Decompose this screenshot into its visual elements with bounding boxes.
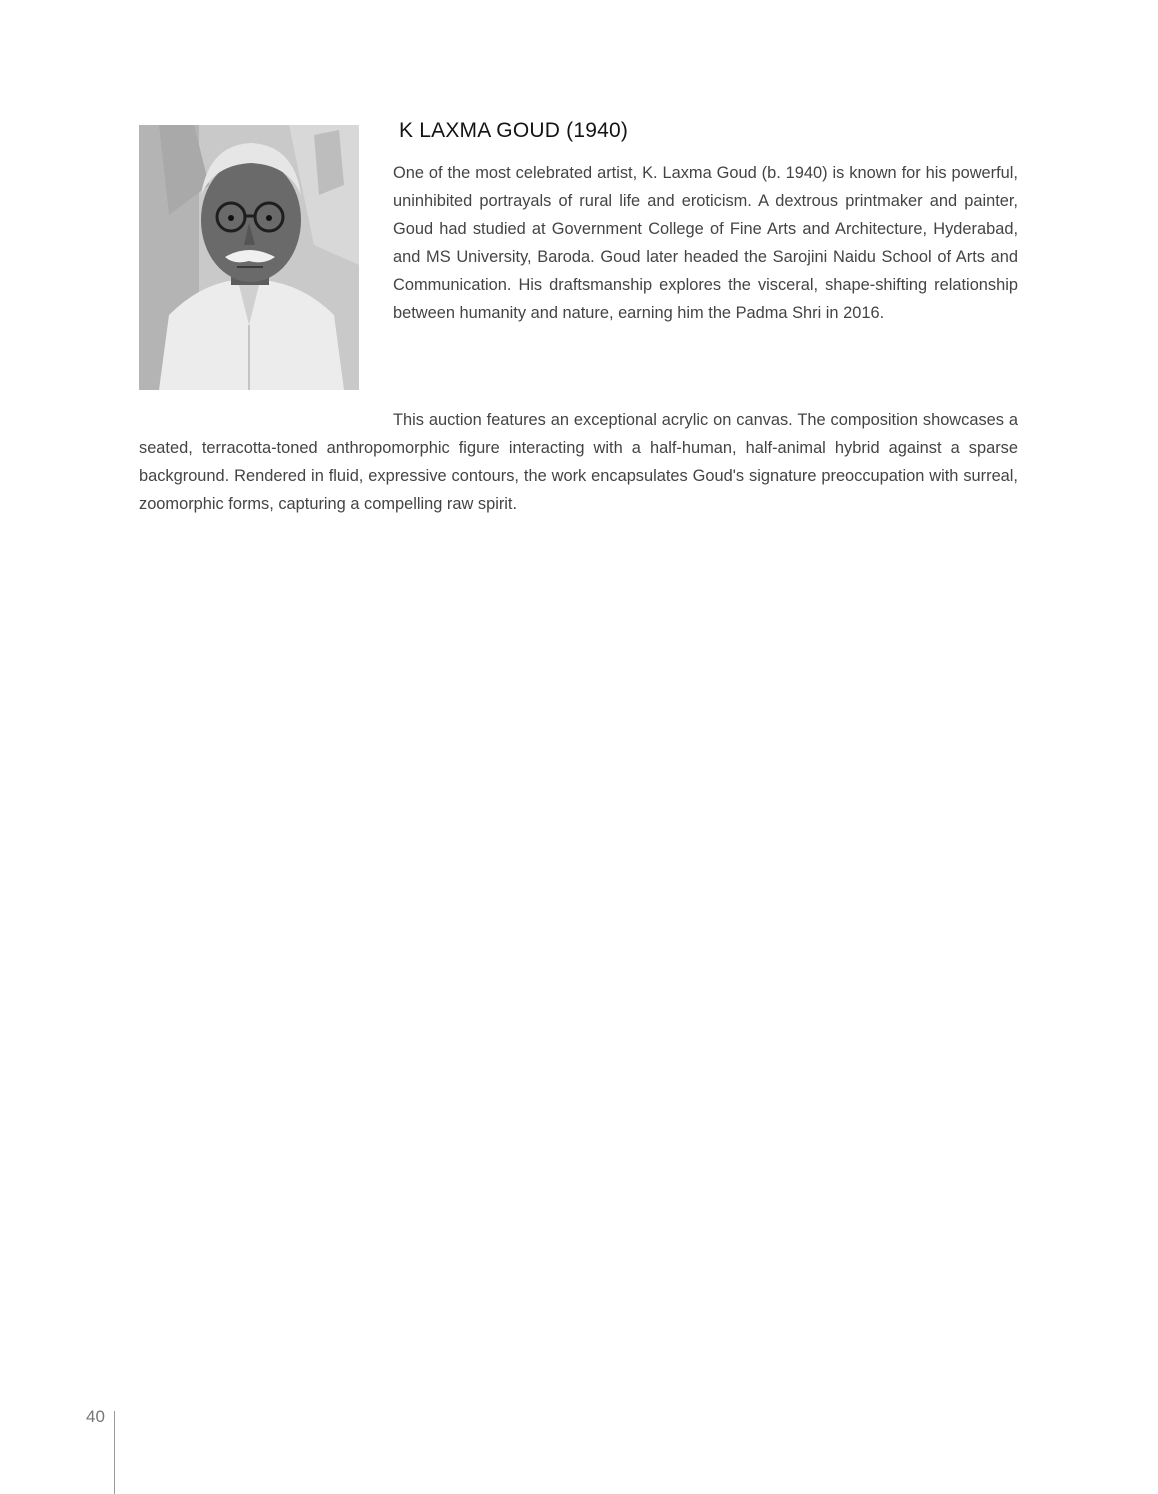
artist-bio: One of the most celebrated artist, K. Laxma Goud (b. 1940) is known for his powerful, uninhibited portrayals of rural life and eroticism. A dextrous printmaker and painter, Goud had studied at Government College of Fine Arts and Architecture, Hyderabad, and MS University, Baroda. Goud later headed the Sarojini Naidu School of Arts and Communication. His draftsmanship explores the visceral, shape-shifting relationship between humanity and nature, earning him the Padma Shri in 2016.	[393, 164, 1018, 322]
page-number-divider	[114, 1411, 115, 1494]
portrait-photo-icon	[139, 125, 359, 390]
page-number: 40	[86, 1407, 105, 1426]
artist-title: K LAXMA GOUD (1940)	[399, 119, 629, 142]
auction-description: This auction features an exceptional acrylic on canvas. The composition showcases a seated, terracotta-toned anthropomorphic figure interacting with a half-human, half-animal hybrid against a sparse background. Rendered in fluid, expressive contours, the work encapsulates Goud's signature preoccupation with surreal, zoomorphic forms, capturing a compelling raw spirit.	[139, 411, 1018, 513]
artist-portrait	[139, 125, 359, 390]
